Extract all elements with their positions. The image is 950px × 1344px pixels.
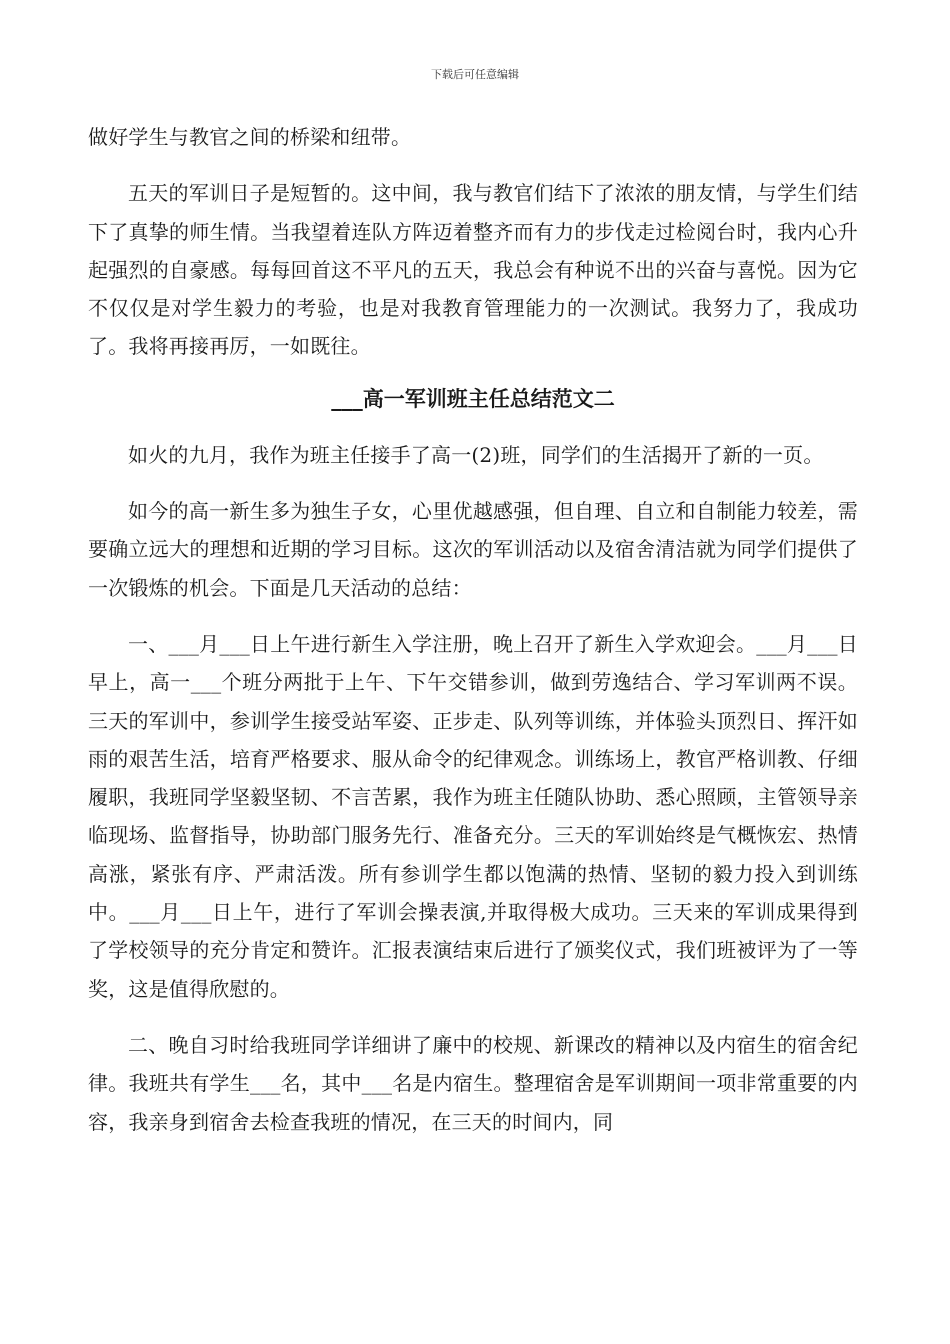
paragraph-item-two: 二、晚自习时给我班同学详细讲了廉中的校规、新课改的精神以及内宿生的宿舍纪律。我班共有学生___名，其中___名是内宿生。整理宿舍是军训期间一项非常重要的内容，我亲身到宿舍去检查我班的情况，在三天的时间内，同 (88, 1032, 858, 1134)
paragraph-intro: 如火的九月，我作为班主任接手了高一(2)班，同学们的生活揭开了新的一页。 (128, 442, 824, 467)
paragraph-continuation: 做好学生与教官之间的桥梁和纽带。 (88, 125, 412, 149)
section-title: ___高一军训班主任总结范文二 (331, 386, 615, 411)
page-header-note: 下载后可任意编辑 (431, 68, 519, 81)
paragraph-item-one: 一、___月___日上午进行新生入学注册，晚上召开了新生入学欢迎会。___月___日早上，高一___个班分两批于上午、下午交错参训，做到劳逸结合、学习军训两不误。三天的军训中，参训学生接受站军姿、正步走、队列等训练，并体验头顶烈日、挥汗如雨的艰苦生活，培育严格要求、服从命令的纪律观念。训练场上，教官严格训教、仔细履职，我班同学坚毅坚韧、不言苦累，我作为班主任随队协助、悉心照顾，主管领导亲临现场、监督指导，协助部门服务先行、准备充分。三天的军训始终是气概恢宏、热情高涨，紧张有序、严肃活泼。所有参训学生都以饱满的热情、坚韧的毅力投入到训练中。___月___日上午，进行了军训会操表演,并取得极大成功。三天来的军训成果得到了学校领导的充分肯定和赞许。汇报表演结束后进行了颁奖仪式，我们班被评为了一等奖，这是值得欣慰的。 (88, 631, 858, 1001)
paragraph-reflection: 五天的军训日子是短暂的。这中间，我与教官们结下了浓浓的朋友情，与学生们结下了真挚的师生情。当我望着连队方阵迈着整齐而有力的步伐走过检阅台时，我内心升起强烈的自豪感。每每回首这不平凡的五天，我总会有种说不出的兴奋与喜悦。因为它不仅仅是对学生毅力的考验，也是对我教育管理能力的一次测试。我努力了，我成功了。我将再接再厉，一如既往。 (88, 181, 858, 359)
document-body (88, 118, 858, 1159)
paragraph-background: 如今的高一新生多为独生子女，心里优越感强，但自理、自立和自制能力较差，需要确立远大的理想和近期的学习目标。这次的军训活动以及宿舍清洁就为同学们提供了一次锻炼的机会。下面是几天活动的总结： (88, 499, 858, 600)
